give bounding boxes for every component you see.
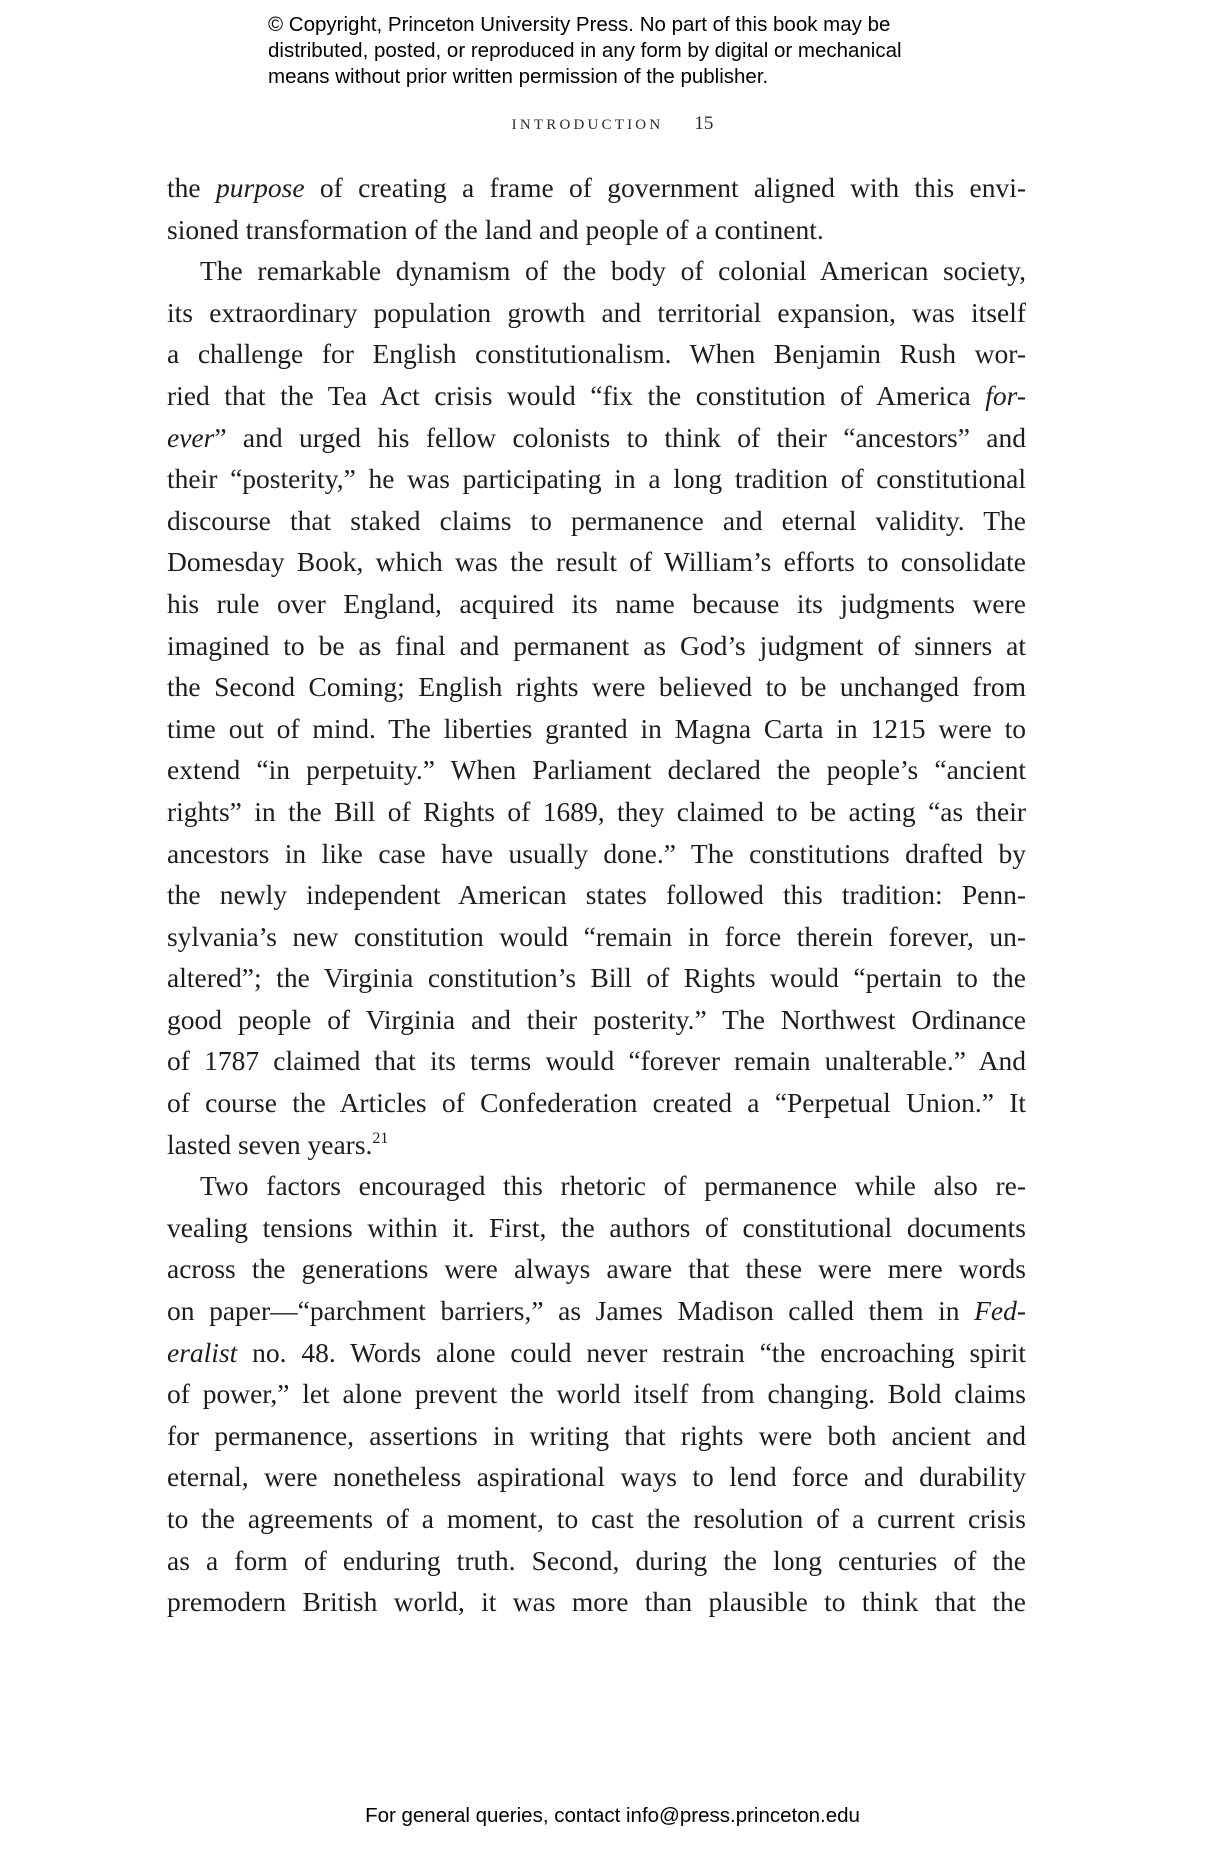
text-line: to the agreements of a moment, to cast the resolution of a current crisis <box>167 1503 1026 1534</box>
text-span: lasted seven years. <box>167 1128 373 1160</box>
text-line: discourse that staked claims to permanence and eternal validity. The <box>167 504 1026 536</box>
copyright-line: means without prior written permission of the publisher. <box>268 65 769 88</box>
text-span: ” and urged his fellow colonists to think of their “ancestors” and <box>214 421 1026 453</box>
text-line: altered”; the Virginia constitution’s Bill of Rights would “pertain to the <box>167 962 1026 994</box>
text-span: ried that the Tea Act crisis would “fix the constitution of America <box>167 379 986 411</box>
text-line: sioned transformation of the land and people of a continent. <box>167 213 824 245</box>
text-span: the <box>167 172 216 203</box>
italic-span: Fed- <box>974 1295 1026 1327</box>
text-line: across the generations were always aware that these were mere words <box>167 1253 1026 1285</box>
text-line: rights” in the Bill of Rights of 1689, they claimed to be acting “as their <box>167 795 1026 827</box>
copyright-notice <box>268 12 988 90</box>
page-number: 15 <box>694 113 714 134</box>
text-line: its extraordinary population growth and territorial expansion, was itself <box>167 296 1026 328</box>
copyright-line: distributed, posted, or reproduced in any form by digital or mechanical <box>268 39 902 62</box>
italic-span: for- <box>985 379 1026 411</box>
text-line: eternal, were nonetheless aspirational ways to lend force and durability <box>167 1461 1026 1493</box>
italic-span: eralist <box>167 1336 238 1368</box>
text-line: sylvania’s new constitution would “remain in force therein forever, un- <box>167 920 1026 952</box>
text-line: extend “in perpetuity.” When Parliament declared the people’s “ancient <box>167 754 1026 786</box>
text-line: their “posterity,” he was participating in a long tradition of constitutional <box>167 463 1026 495</box>
italic-span: purpose <box>215 172 305 203</box>
text-line: time out of mind. The liberties granted in Magna Carta in 1215 were to <box>167 712 1026 744</box>
text-line <box>167 1124 1026 1166</box>
body-text <box>167 167 1026 1623</box>
text-line: imagined to be as final and permanent as God’s judgment of sinners at <box>167 629 1026 661</box>
text-line: a challenge for English constitutionalism. When Benjamin Rush wor- <box>167 338 1026 370</box>
text-line: his rule over England, acquired its name because its judgments were <box>167 587 1026 619</box>
text-line: Two factors encouraged this rhetoric of permanence while also re- <box>200 1170 1026 1202</box>
text-line: as a form of enduring truth. Second, during the long centuries of the <box>167 1544 1026 1576</box>
text-span: of creating a frame of government aligned with this envi- <box>304 172 1026 203</box>
text-line: vealing tensions within it. First, the authors of constitutional documents <box>167 1211 1026 1243</box>
text-span: no. 48. Words alone could never restrain “the encroaching spirit <box>237 1336 1026 1368</box>
footnote-marker[interactable]: 21 <box>372 1129 389 1147</box>
text-line: the newly independent American states followed this tradition: Penn- <box>167 879 1026 911</box>
footer-contact: For general queries, contact info@press.princeton.edu <box>365 1804 860 1827</box>
text-line: of course the Articles of Confederation created a “Perpetual Union.” It <box>167 1087 1026 1119</box>
running-head-title: INTRODUCTION <box>511 117 664 133</box>
text-line <box>167 417 1026 459</box>
text-line: Domesday Book, which was the result of William’s efforts to consolidate <box>167 546 1026 578</box>
text-line <box>167 375 1026 417</box>
text-line: of power,” let alone prevent the world itself from changing. Bold claims <box>167 1378 1026 1410</box>
text-line: the Second Coming; English rights were believed to be unchanged from <box>167 671 1026 703</box>
italic-span: ever <box>167 421 215 453</box>
text-line: ancestors in like case have usually done.” The constitutions drafted by <box>167 837 1026 869</box>
text-line: good people of Virginia and their posterity.” The Northwest Ordinance <box>167 1003 1026 1035</box>
text-span: on paper—“parchment barriers,” as James Madison called them in <box>167 1295 975 1327</box>
text-line: premodern British world, it was more than plausible to think that the <box>167 1586 1026 1618</box>
copyright-line: © Copyright, Princeton University Press. No part of this book may be <box>268 13 891 36</box>
text-line: The remarkable dynamism of the body of colonial American society, <box>200 255 1026 287</box>
running-head <box>0 113 1225 135</box>
text-line: of 1787 claimed that its terms would “forever remain unalterable.” And <box>167 1045 1026 1077</box>
text-line <box>167 1332 1026 1374</box>
text-line <box>167 1290 1026 1332</box>
text-line <box>167 167 1026 209</box>
text-line: for permanence, assertions in writing that rights were both ancient and <box>167 1419 1026 1451</box>
